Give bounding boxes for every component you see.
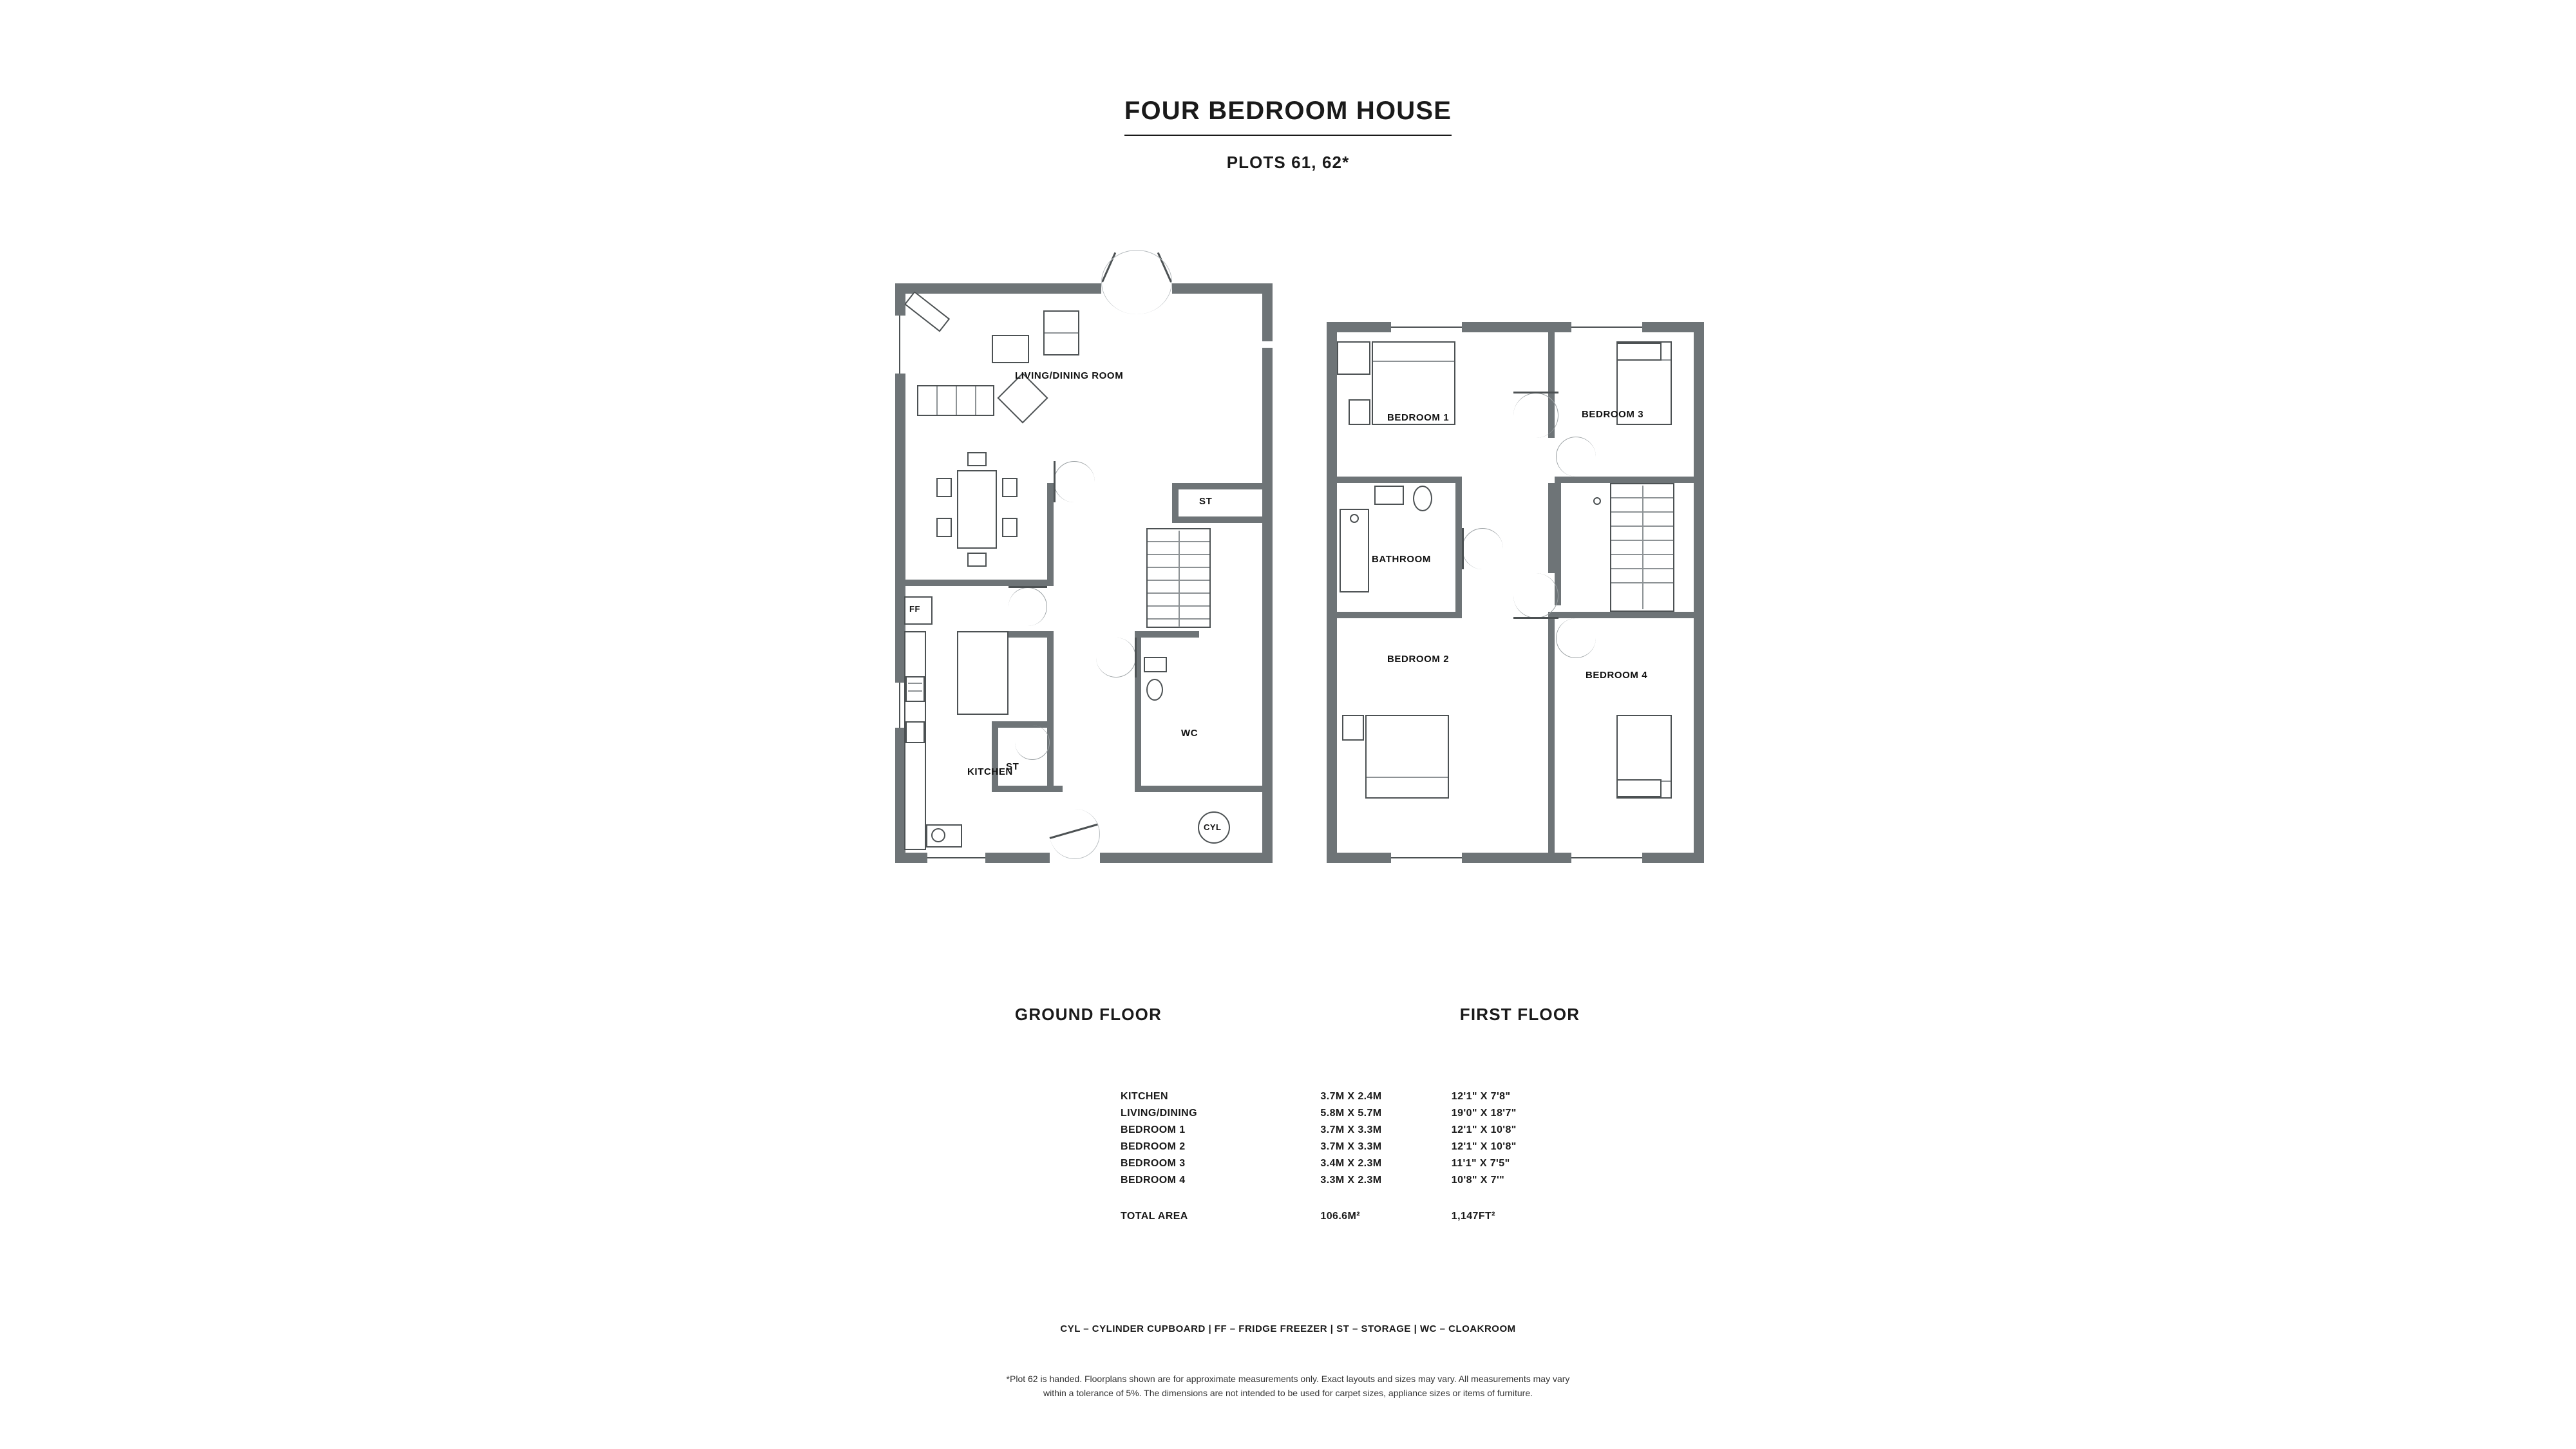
row-metric: 3.7M X 2.4M [1320,1091,1382,1102]
newel-post [1593,497,1601,505]
dining-chair-2 [967,553,987,567]
label-bedroom-1: BEDROOM 1 [1387,412,1450,423]
partition-hall-bottom [992,786,1063,792]
table-row [1121,1172,1610,1189]
table-row [1121,1105,1610,1122]
hob [905,676,925,702]
partition-central-vertical-lower [1548,612,1555,863]
row-room: BEDROOM 3 [1121,1158,1186,1169]
ground-floor-caption: GROUND FLOOR [1014,1005,1162,1024]
wc-basin [1144,657,1167,672]
hob-ring-line-1 [908,683,922,684]
footnote-line-2: within a tolerance of 5%. The dimensions are not intended to be used for carpet sizes, appliance sizes or items of furniture. [1043,1388,1533,1399]
bed2-double [1365,715,1449,799]
partition-st-lower-left [992,721,998,792]
label-st-lower: ST [1006,761,1019,772]
room-schedule-table [1121,1088,1610,1225]
window-top-bed1-pane [1391,327,1462,328]
door-leaf-living-hall [1054,461,1056,502]
dining-chair-4 [936,518,952,537]
partition-wc-bottom [1135,786,1273,792]
partition-st-lower-top [992,721,1054,728]
door-arc-bed3 [1556,437,1596,477]
french-door-arc [1101,250,1172,314]
wall-left [1327,322,1337,863]
partition-bed3-bottom [1555,477,1704,483]
partition-bed1-bottom [1327,477,1455,483]
bath-tap [1350,514,1359,523]
sink-bowl [931,828,945,842]
partition-st-lower-right [1047,721,1054,792]
row-imperial: 11'1" X 7'5" [1451,1158,1510,1169]
door-arc-living-hall [1054,461,1095,502]
bathroom-basin [1374,486,1404,505]
table-row [1121,1088,1610,1105]
window-left-living-pane [899,316,900,374]
door-arc-bed4 [1556,618,1596,658]
door-arc-bed2 [1513,573,1558,618]
dining-chair-5 [1002,478,1018,497]
window-bottom-bed2-pane [1391,857,1462,858]
label-bathroom: BATHROOM [1372,554,1432,565]
ground-floor-plan [895,270,1282,908]
hob-ring-line-2 [908,690,922,692]
label-bedroom-4: BEDROOM 4 [1586,670,1648,681]
partition-kitchen-top [895,580,1054,586]
row-room: KITCHEN [1121,1091,1168,1102]
oven [905,721,925,743]
row-room: BEDROOM 1 [1121,1124,1186,1135]
sofa-long-cushion-2 [956,386,957,415]
row-room: LIVING/DINING [1121,1108,1197,1119]
tv-unit-divider [1045,332,1078,334]
label-bedroom-2: BEDROOM 2 [1387,654,1450,665]
door-arc-kitchen [1009,587,1047,626]
dining-chair-1 [967,452,987,466]
bed1-wardrobe [1337,341,1370,375]
label-living-dining: LIVING/DINING ROOM [1015,370,1124,381]
total-metric: 106.6M² [1320,1211,1360,1222]
first-floor-plan [1327,270,1713,908]
door-leaf-bathroom [1462,528,1464,569]
door-arc-wc [1096,638,1136,677]
window-top-bed3-pane [1571,327,1642,328]
stair-arrow [1179,531,1180,627]
door-leaf-wc [1135,638,1137,677]
dining-chair-3 [936,478,952,497]
row-imperial: 19'0" X 18'7" [1451,1108,1517,1119]
kitchen-island [957,631,1009,715]
footnote-line-1: *Plot 62 is handed. Floorplans shown are for approximate measurements only. Exact layouts and sizes may vary. All measurements may vary [1006,1374,1570,1384]
window-bottom-kitchen-pane [927,857,985,858]
dining-table [957,470,997,549]
partition-st-upper-bottom [1172,516,1273,523]
door-arc-st-lower [1015,725,1050,760]
title-block [1030,97,1546,173]
wall-bottom [1327,853,1704,863]
wall-right [1262,283,1273,863]
row-metric: 3.7M X 3.3M [1320,1141,1382,1152]
sideboard [904,291,950,332]
first-floor-caption: FIRST FLOOR [1459,1005,1580,1024]
cyl-badge: CYL [1204,822,1222,832]
door-leaf-bed2 [1513,617,1558,619]
partition-bed4-top [1555,612,1704,618]
door-leaf-kitchen [1009,586,1047,588]
row-metric: 3.3M X 2.3M [1320,1175,1382,1186]
window-left-kitchen-pane [899,683,900,728]
label-bedroom-3: BEDROOM 3 [1582,409,1644,420]
total-imperial: 1,147FT² [1451,1211,1495,1222]
window-left-living [895,316,906,374]
wc-toilet [1146,679,1163,701]
bed2-nightstand [1342,715,1364,741]
door-arc-bed1 [1513,393,1558,438]
row-imperial: 12'1" X 7'8" [1451,1091,1511,1102]
sofa-long-cushion-1 [936,386,938,415]
row-metric: 3.7M X 3.3M [1320,1124,1382,1135]
bed2-pillow-line [1367,777,1448,778]
sofa-long-cushion-3 [975,386,976,415]
partition-wc-top [1135,631,1199,638]
abbreviation-key: CYL – CYLINDER CUPBOARD | FF – FRIDGE FREEZER | ST – STORAGE | WC – CLOAKROOM [1060,1323,1516,1334]
wall-right [1694,322,1704,863]
row-metric: 3.4M X 2.3M [1320,1158,1382,1169]
bed3-wardrobe [1616,343,1662,361]
wall-top [1327,322,1704,332]
partition-st-upper-left [1172,483,1179,522]
table-row [1121,1122,1610,1139]
stair-arrow [1642,486,1643,609]
window-bottom-bed4-pane [1571,857,1642,858]
door-arc-bathroom [1462,528,1503,569]
table-row-total [1121,1189,1610,1225]
row-imperial: 10'8" X 7'" [1451,1175,1505,1186]
bed1-pillow-line [1373,361,1454,362]
label-kitchen: KITCHEN [967,766,1013,777]
partition-st-upper-top [1172,483,1273,489]
door-leaf-bed1 [1513,392,1558,393]
table-row [1121,1155,1610,1172]
plot-subtitle: PLOTS 61, 62* [1226,153,1350,172]
page-title: FOUR BEDROOM HOUSE [1124,97,1452,136]
bathroom-toilet [1413,486,1432,511]
partition-hall-left [1047,483,1054,586]
bed4-wardrobe [1616,779,1662,797]
ff-badge: FF [909,604,920,614]
row-metric: 5.8M X 5.7M [1320,1108,1382,1119]
partition-central-vertical-mid [1548,483,1555,573]
front-door-arc [1050,809,1100,859]
partition-bathroom-bottom [1327,612,1462,618]
footnote [773,1372,1803,1401]
armchair [992,335,1029,363]
label-st-upper: ST [1199,496,1213,507]
window-right-upper [1261,341,1274,348]
table-row [1121,1139,1610,1155]
bed1-nightstand [1349,399,1370,425]
label-wc: WC [1181,728,1198,739]
row-room: BEDROOM 4 [1121,1175,1186,1186]
wall-top [895,283,1273,294]
partition-bathroom-right [1455,477,1462,618]
total-label: TOTAL AREA [1121,1211,1188,1222]
dining-chair-6 [1002,518,1018,537]
row-room: BEDROOM 2 [1121,1141,1186,1152]
row-imperial: 12'1" X 10'8" [1451,1141,1517,1152]
row-imperial: 12'1" X 10'8" [1451,1124,1517,1135]
